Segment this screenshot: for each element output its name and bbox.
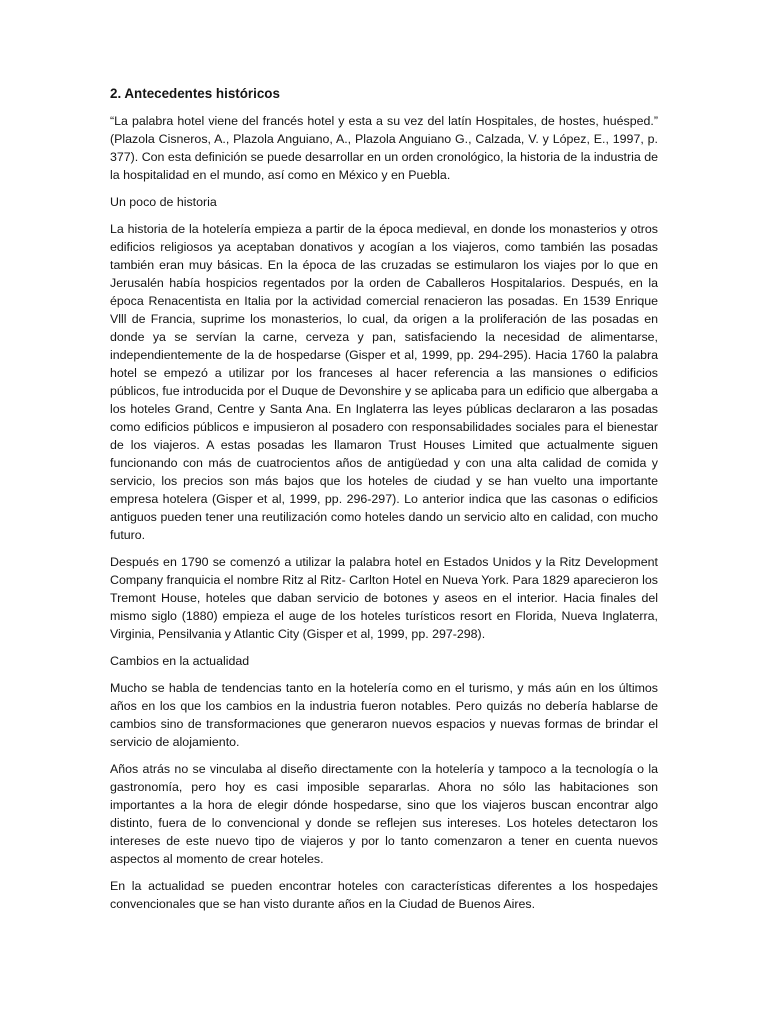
- document-page: [110, 84, 658, 923]
- history-paragraph-2: Después en 1790 se comenzó a utilizar la palabra hotel en Estados Unidos y la Ritz Development Company franquicia el nombre Ritz al Ritz- Carlton Hotel en Nueva York. Para 1829 aparecieron los Tremont House, hoteles que daban servicio de botones y aseos en el interior. Hacia finales del mismo siglo (1880) empieza el auge de los hoteles turísticos resort en Florida, Nueva Inglaterra, Virginia, Pensilvania y Atlantic City (Gisper et al, 1999, pp. 297-298).: [110, 555, 658, 641]
- changes-paragraph-1: Mucho se habla de tendencias tanto en la hotelería como en el turismo, y más aún en los últimos años en los que los cambios en la industria fueron notables. Pero quizás no debería hablarse de cambios sino de transformaciones que generaron nuevos espacios y nuevas formas de brindar el servicio de alojamiento.: [110, 681, 658, 749]
- history-paragraph-1: La historia de la hotelería empieza a partir de la época medieval, en donde los monasterios y otros edificios religiosos ya aceptaban donativos y acogían a los viajeros, como también las posadas también eran muy básicas. En la época de las cruzadas se estimularon los viajes por lo que en Jerusalén había hospicios regentados por la orden de Caballeros Hospitalarios. Después, en la época Renacentista en Italia por la actividad comercial renacieron las posadas. En 1539 Enrique Vlll de Francia, suprime los monasterios, lo cual, da origen a la proliferación de las posadas en donde ya se servían la carne, cerveza y pan, satisfaciendo la necesidad de alimentarse, independientemente de la de hospedarse (Gisper et al, 1999, pp. 294-295). Hacia 1760 la palabra hotel se empezó a utilizar por los franceses al hacer referencia a las mansiones o edificios públicos, fue introducida por el Duque de Devonshire y se aplicaba para un edificio que albergaba a los hoteles Grand, Centre y Santa Ana. En Inglaterra las leyes públicas declararon a las posadas como edificios públicos e impusieron al posadero con responsabilidades sociales para el bienestar de los viajeros. A estas posadas les llamaron Trust Houses Limited que actualmente siguen funcionando con más de cuatrocientos años de antigüedad y con una alta calidad de comida y servicio, los precios son más bajos que los hoteles de ciudad y se han vuelto una importante empresa hotelera (Gisper et al, 1999, pp. 296-297). Lo anterior indica que las casonas o edificios antiguos pueden tener una reutilización como hoteles dando un servicio alto en calidad, con mucho futuro.: [110, 222, 658, 542]
- changes-paragraph-2: Años atrás no se vinculaba al diseño directamente con la hotelería y tampoco a la tecnología o la gastronomía, pero hoy es casi imposible separarlas. Ahora no sólo las habitaciones son importantes a la hora de elegir dónde hospedarse, sino que los viajeros buscan encontrar algo distinto, fuera de lo convencional y donde se reflejen sus intereses. Los hoteles detectaron los intereses de este nuevo tipo de viajeros y por lo tanto comenzaron a tener en cuenta nuevos aspectos al momento de crear hoteles.: [110, 762, 658, 866]
- changes-paragraph-3: En la actualidad se pueden encontrar hoteles con características diferentes a los hospedajes convencionales que se han visto durante años en la Ciudad de Buenos Aires.: [110, 879, 658, 911]
- subheading-history: Un poco de historia: [110, 195, 217, 209]
- subheading-current-changes: Cambios en la actualidad: [110, 654, 250, 668]
- intro-paragraph: “La palabra hotel viene del francés hotel y esta a su vez del latín Hospitales, de hostes, huésped.” (Plazola Cisneros, A., Plazola Anguiano, A., Plazola Anguiano G., Calzada, V. y López, E., 1997, p. 377). Con esta definición se puede desarrollar en un orden cronológico, la historia de la industria de la hospitalidad en el mundo, así como en México y en Puebla.: [110, 114, 658, 182]
- section-heading: 2. Antecedentes históricos: [110, 86, 280, 101]
